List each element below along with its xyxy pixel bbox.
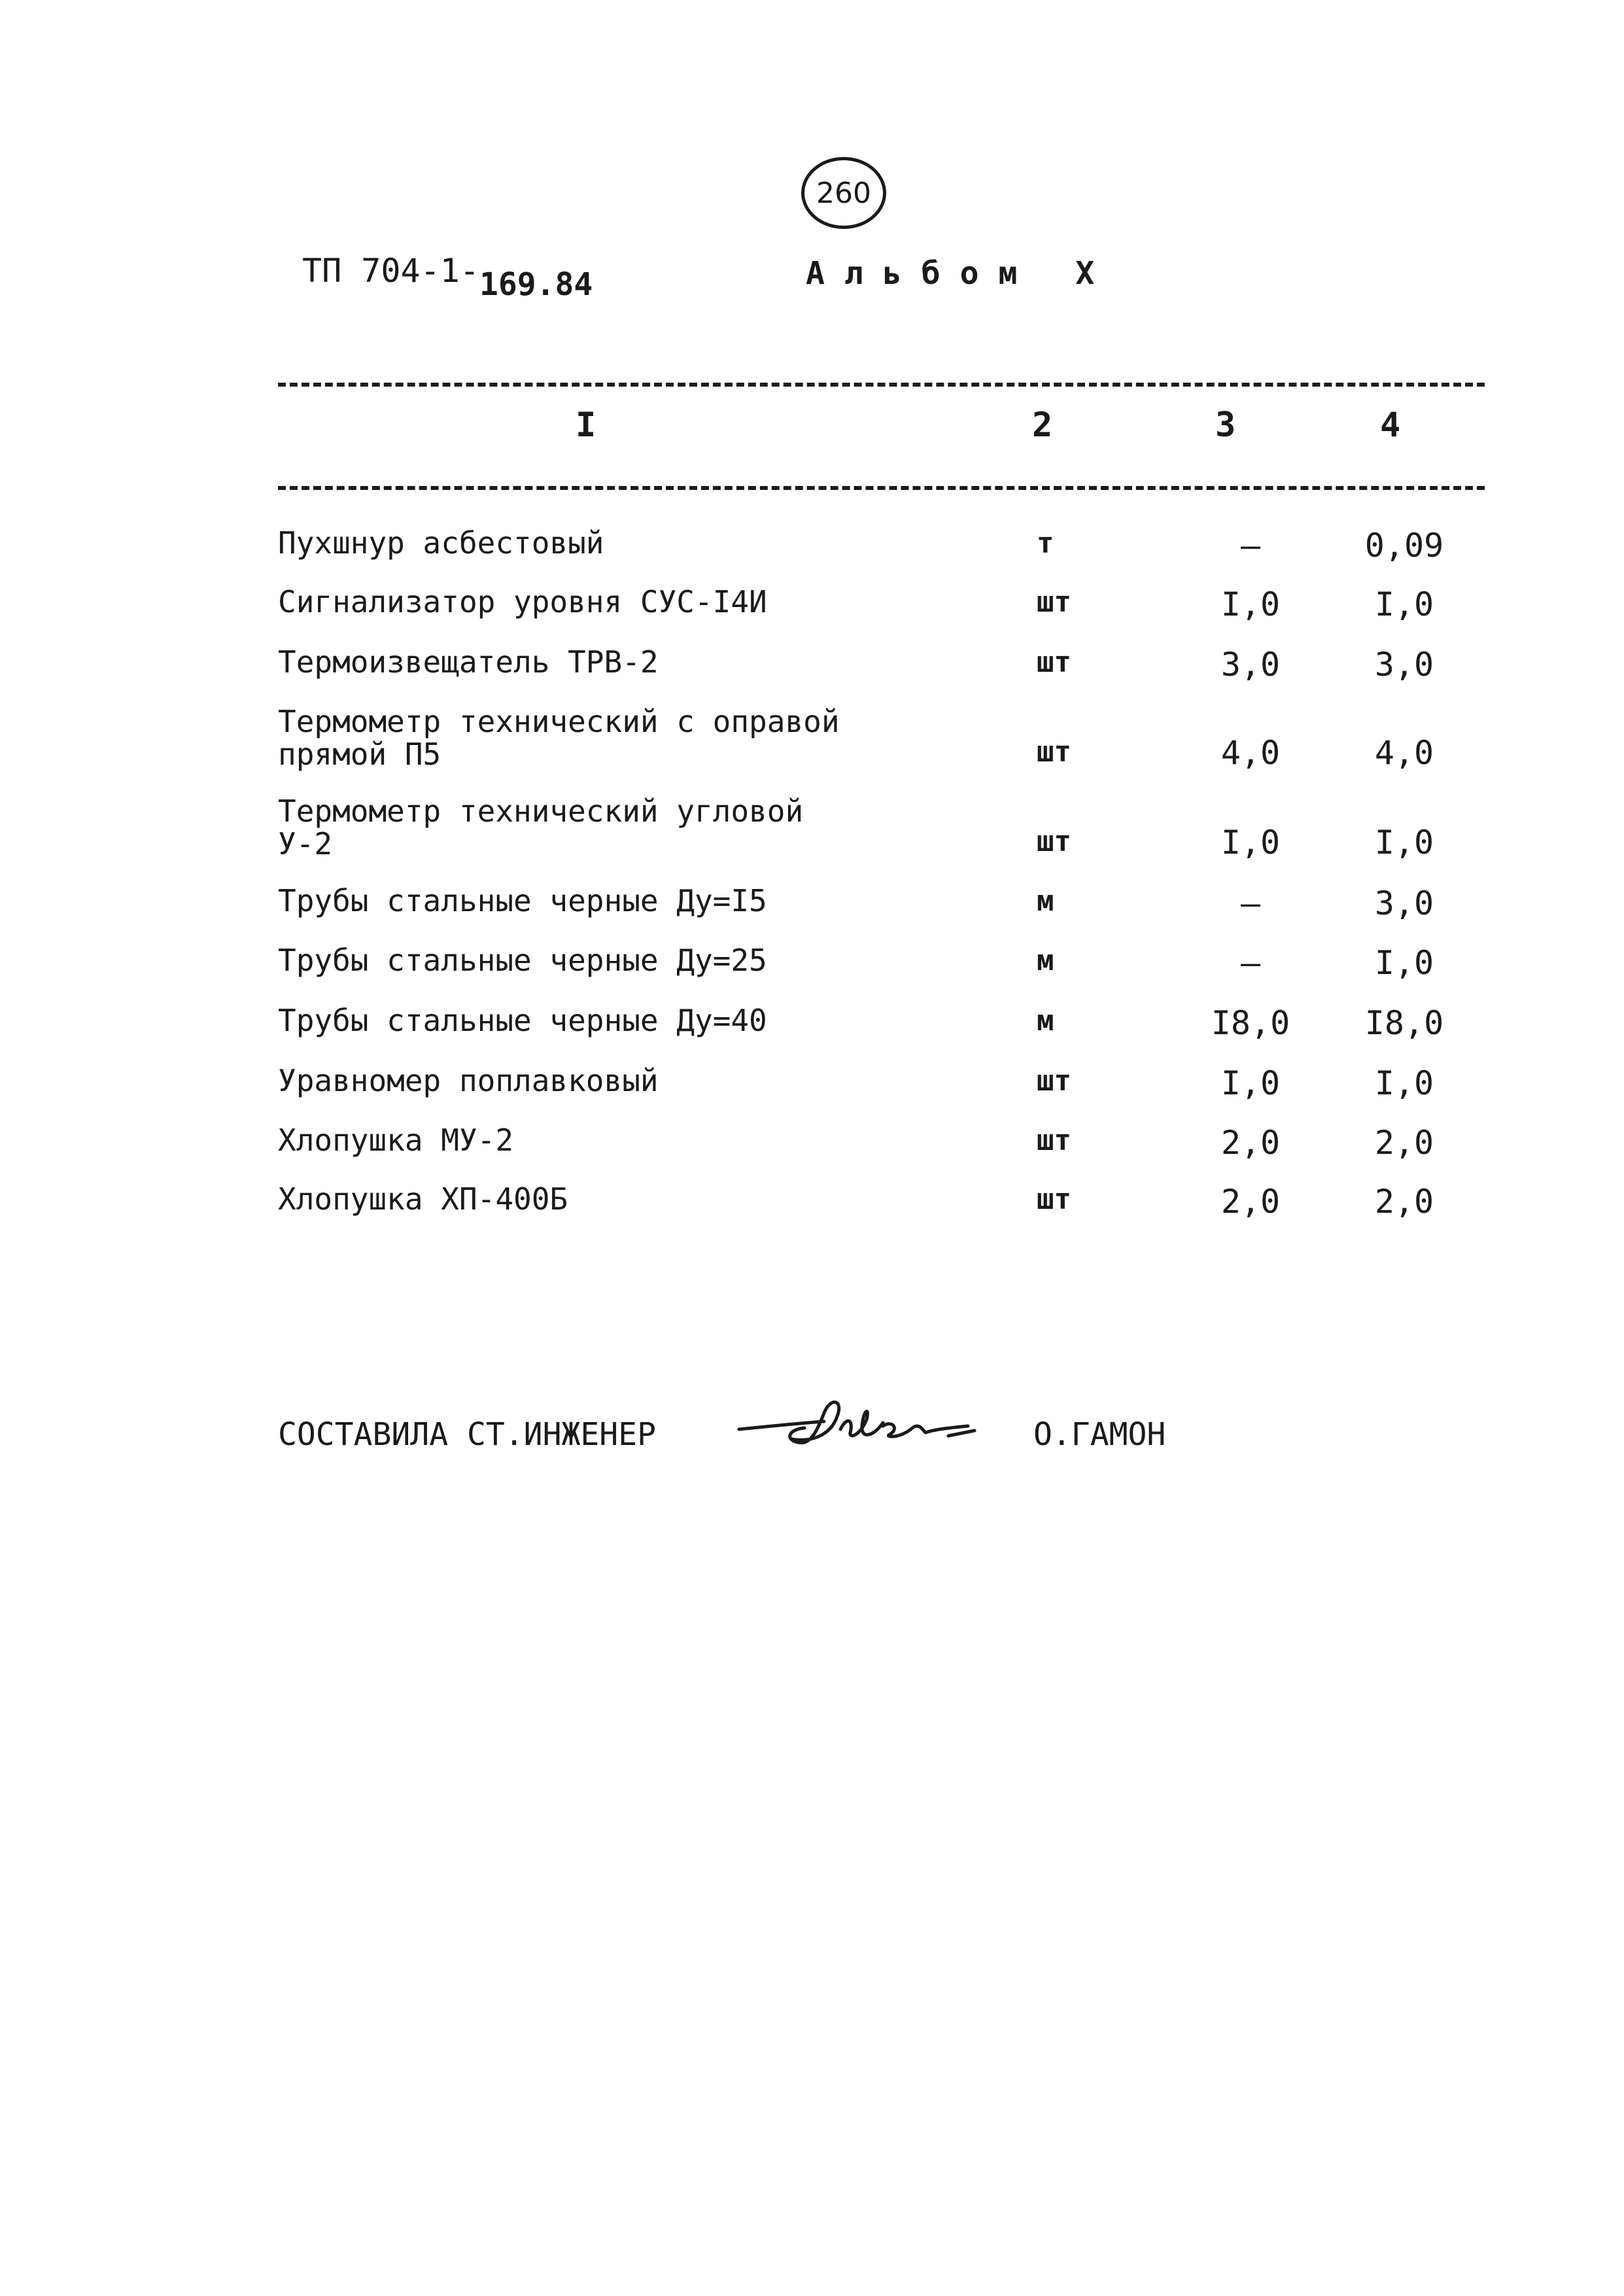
row-name: Трубы стальные черные Ду=40 xyxy=(278,1003,767,1038)
row-value-4: I,0 xyxy=(1374,585,1434,623)
document-code-number: 169.84 xyxy=(479,266,593,303)
row-value-3: I8,0 xyxy=(1211,1004,1290,1042)
table-top-rule xyxy=(278,383,1485,387)
row-value-3: 2,0 xyxy=(1220,1183,1281,1221)
row-unit: шт xyxy=(1037,1064,1071,1098)
row-value-4: 4,0 xyxy=(1374,734,1434,772)
row-value-4: I,0 xyxy=(1374,944,1434,982)
row-value-4: 2,0 xyxy=(1374,1124,1434,1162)
row-unit: шт xyxy=(1037,585,1071,619)
document-code-prefix: ТП 704-1- xyxy=(302,252,479,290)
row-value-4: I8,0 xyxy=(1364,1004,1444,1042)
row-value-3: – xyxy=(1240,944,1261,982)
table-header-rule xyxy=(278,486,1485,490)
row-value-3: I,0 xyxy=(1220,1064,1281,1102)
row-value-4: 3,0 xyxy=(1374,646,1434,684)
compiled-by-label: СОСТАВИЛА СТ.ИНЖЕНЕР xyxy=(278,1416,656,1453)
column-header-1: I xyxy=(576,406,596,445)
column-header-4: 4 xyxy=(1380,406,1401,445)
row-value-3: – xyxy=(1240,527,1261,565)
album-title: Альбом Х xyxy=(806,255,1114,292)
row-name: Термометр технический угловой У-2 xyxy=(278,793,804,861)
row-name: Хлопушка МУ-2 xyxy=(278,1122,514,1158)
row-unit: шт xyxy=(1037,735,1071,769)
row-name: Трубы стальные черные Ду=25 xyxy=(278,943,767,978)
row-unit: м xyxy=(1037,1004,1054,1037)
row-value-4: 0,09 xyxy=(1364,527,1444,565)
row-value-3: 4,0 xyxy=(1220,734,1281,772)
row-value-4: 2,0 xyxy=(1374,1183,1434,1221)
row-name: Уравномер поплавковый xyxy=(278,1063,659,1098)
row-name: Термоизвещатель ТРВ-2 xyxy=(278,644,659,680)
page-number: 260 xyxy=(816,176,871,210)
document-code xyxy=(302,252,593,303)
row-unit: шт xyxy=(1037,1124,1071,1157)
row-name: Хлопушка ХП-400Б xyxy=(278,1181,568,1217)
row-value-3: 2,0 xyxy=(1220,1124,1281,1162)
signature-image xyxy=(733,1390,994,1462)
row-unit: т xyxy=(1037,527,1054,560)
row-value-4: I,0 xyxy=(1374,1064,1434,1102)
row-value-3: – xyxy=(1240,884,1261,922)
column-header-3: 3 xyxy=(1215,406,1236,445)
row-value-3: I,0 xyxy=(1220,824,1281,861)
row-name: Термометр технический с оправой прямой П5 xyxy=(278,704,840,772)
row-name: Трубы стальные черные Ду=I5 xyxy=(278,883,767,918)
column-header-2: 2 xyxy=(1032,406,1053,445)
row-name: Сигнализатор уровня СУС-I4И xyxy=(278,584,767,619)
row-unit: шт xyxy=(1037,646,1071,679)
row-value-4: 3,0 xyxy=(1374,884,1434,922)
row-value-3: I,0 xyxy=(1220,585,1281,623)
row-value-3: 3,0 xyxy=(1220,646,1281,684)
row-unit: м xyxy=(1037,944,1054,977)
compiler-name: О.ГАМОН xyxy=(1033,1416,1166,1453)
row-unit: м xyxy=(1037,884,1054,918)
row-value-4: I,0 xyxy=(1374,824,1434,861)
page-number-stamp xyxy=(801,157,886,229)
row-name: Пухшнур асбестовый xyxy=(278,525,604,561)
row-unit: шт xyxy=(1037,1183,1071,1216)
row-unit: шт xyxy=(1037,825,1071,858)
